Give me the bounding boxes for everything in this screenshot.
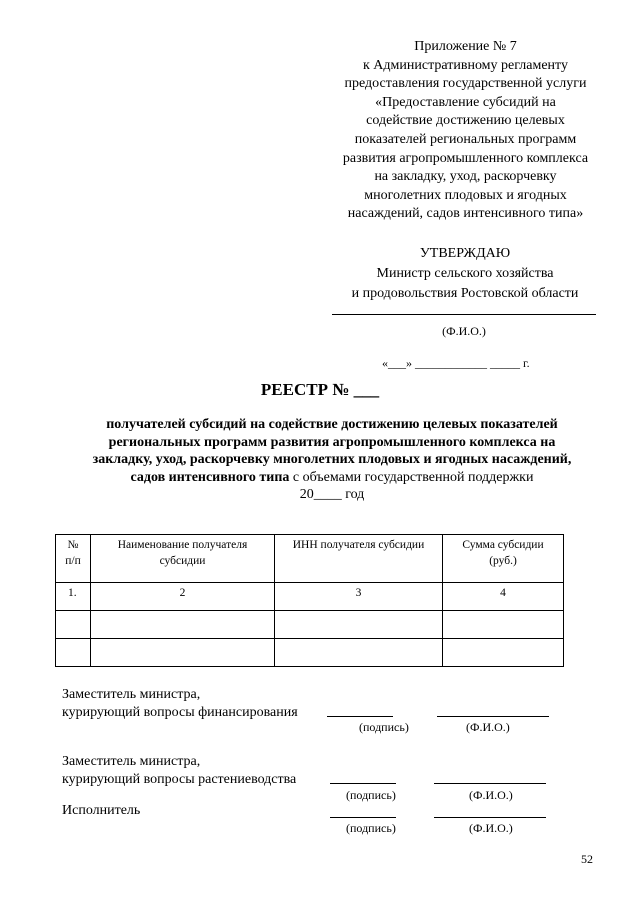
deputy2-sign-line [330,783,396,784]
appendix-line: развития агропромышленного комплекса [342,150,589,166]
header-inn: ИНН получателя субсидии [275,535,443,583]
deputy2-line1: Заместитель министра, [62,754,201,769]
deputy1-title [62,686,298,722]
subtitle-year: 20____ год [299,487,365,502]
executor-label: Исполнитель [62,803,141,818]
appendix-line: многолетних плодовых и ягодных [364,187,567,203]
approve-position-line2: и продовольствия Ростовской области [351,286,579,301]
subtitle-line-normal: с объемами государственной поддержки [289,469,534,485]
registry-title: РЕЕСТР № ___ [260,380,380,399]
table-cell [56,611,91,639]
executor-fio-line [434,817,546,818]
subtitle-line: закладку, уход, раскорчевку многолетних плодовых и ягодных насаждений, [92,452,572,467]
table-cell [443,639,564,667]
table-cell: 4 [443,583,564,611]
header-number: № п/п [56,535,91,583]
executor-sign-line [330,817,396,818]
subtitle-line: получателей субсидий на содействие достижению целевых показателей [106,417,558,432]
deputy2-fio-line [434,783,546,784]
approve-heading: УТВЕРЖДАЮ [419,246,511,261]
table-row [56,583,564,611]
table-cell [275,611,443,639]
table-row [56,611,564,639]
appendix-line: показателей региональных программ [354,131,577,147]
table-cell: 1. [56,583,91,611]
appendix-line: к Административному регламенту [363,57,568,73]
subtitle-line: садов интенсивного типа [130,469,290,485]
appendix-line: содействие достижению целевых [366,113,565,129]
deputy2-fio-caption: (Ф.И.О.) [469,788,513,802]
deputy1-line2: курирующий вопросы финансирования [62,705,298,720]
table-cell: 3 [275,583,443,611]
approve-position-line1: Министр сельского хозяйства [376,266,554,281]
table-cell [443,611,564,639]
executor-fio-caption: (Ф.И.О.) [469,821,513,835]
table-header-row [56,535,564,583]
deputy1-sign-caption: (подпись) [359,720,409,734]
approve-signature-line [332,314,596,315]
deputy1-fio-caption: (Ф.И.О.) [466,720,510,734]
deputy2-line2: курирующий вопросы растениеводства [62,772,297,787]
table-cell [91,611,275,639]
deputy2-sign-caption: (подпись) [346,788,396,802]
registry-subtitle [70,416,594,504]
executor-sign-caption: (подпись) [346,821,396,835]
registry-table [55,534,564,667]
appendix-line: на закладку, уход, раскорчевку [374,169,557,185]
table-cell [275,639,443,667]
deputy1-sign-line [327,716,393,717]
deputy1-fio-line [437,716,549,717]
deputy1-line1: Заместитель министра, [62,687,201,702]
subtitle-line: региональных программ развития агропромышленного комплекса на [108,434,556,450]
appendix-header [318,38,613,224]
table-cell [91,639,275,667]
page-number: 52 [581,852,593,866]
header-recipient-name: Наименование получателя субсидии [91,535,275,583]
table-row [56,639,564,667]
deputy2-title [62,753,296,789]
table-cell [56,639,91,667]
appendix-line: предоставления государственной услуги [344,76,587,92]
appendix-line: насаждений, садов интенсивного типа» [347,206,584,222]
approval-block [330,244,600,304]
approve-date: «___» ____________ _____ г. [382,356,530,370]
appendix-line: «Предоставление субсидий на [375,94,556,110]
header-subsidy-amount: Сумма субсидии (руб.) [443,535,564,583]
appendix-line: Приложение № 7 [414,39,517,54]
approve-fio-caption: (Ф.И.О.) [442,324,486,338]
table-cell: 2 [91,583,275,611]
